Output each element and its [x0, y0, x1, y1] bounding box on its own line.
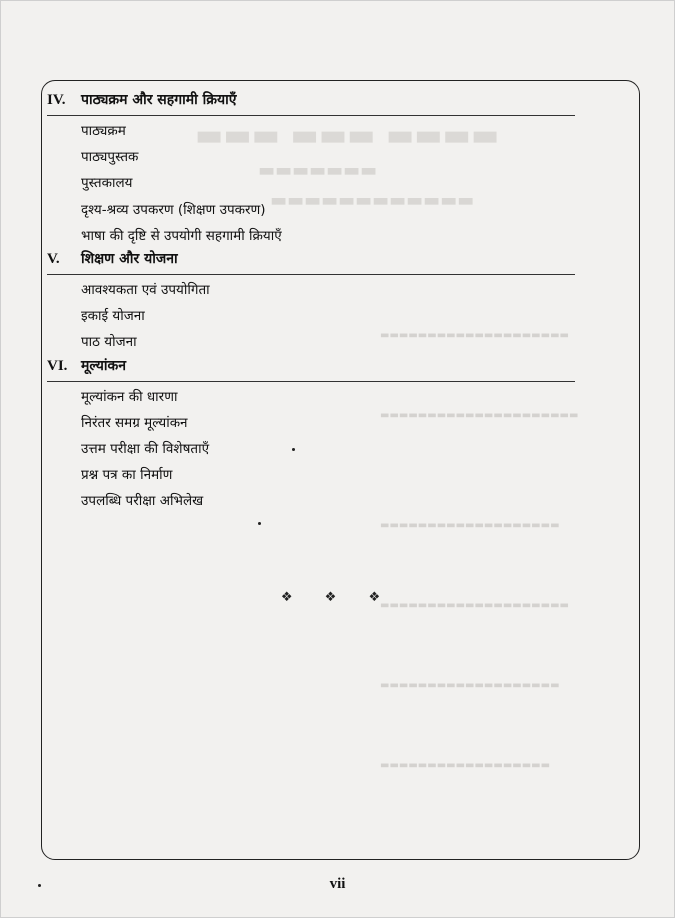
contents-entry: आवश्यकता एवं उपयोगिता [81, 281, 210, 298]
section-title: शिक्षण और योजना [81, 250, 178, 267]
section-numeral: IV. [47, 92, 66, 108]
section-underline [47, 381, 575, 382]
contents-entry: पाठ्यक्रम [81, 123, 126, 139]
contents-entry: दृश्य-श्रव्य उपकरण (शिक्षण उपकरण) [81, 201, 266, 218]
section-numeral: V. [47, 250, 60, 267]
section-numeral: VI. [47, 357, 68, 374]
contents-entry: पाठ्यपुस्तक [81, 149, 139, 166]
table-of-contents [47, 90, 607, 514]
section-title: मूल्यांकन [81, 357, 127, 374]
bleed-through-lines: ▬▬▬▬▬▬▬▬▬▬▬▬▬▬▬▬▬▬▬ [380, 680, 560, 691]
section-underline [47, 274, 575, 275]
section-title: पाठ्यक्रम और सहगामी क्रियाएँ [81, 92, 237, 108]
contents-entry: उत्तम परीक्षा की विशेषताएँ [81, 440, 210, 457]
contents-entry: उपलब्धि परीक्षा अभिलेख [81, 493, 204, 510]
page-number: vii [329, 876, 346, 892]
bleed-through-lines: ▬▬▬▬▬▬▬▬▬▬▬▬▬▬▬▬▬▬ [380, 760, 551, 771]
bleed-through-subtitle: ▬▬▬▬▬▬▬ [258, 160, 378, 181]
bleed-through-lines: ▬▬▬▬▬▬▬▬▬▬▬▬▬▬▬▬▬▬▬▬ [380, 330, 569, 341]
contents-entry: भाषा की दृष्टि से उपयोगी सहगामी क्रियाएँ [81, 227, 282, 244]
bleed-through-lines: ▬▬▬▬▬▬▬▬▬▬▬▬▬▬▬▬▬▬▬ [380, 520, 560, 531]
contents-entry: मूल्यांकन की धारणा [81, 388, 178, 405]
section-heading [47, 90, 607, 114]
contents-entry: इकाई योजना [81, 308, 145, 325]
section-underline [47, 115, 575, 116]
contents-entry: प्रश्न पत्र का निर्माण [81, 467, 173, 484]
bleed-through-heading: ▬▬▬▬▬▬▬▬▬▬▬▬ [270, 190, 475, 211]
ornament-divider: ❖ ❖ ❖ [280, 590, 395, 605]
section-heading [47, 356, 607, 380]
bleed-through-title: ▬▬▬ ▬▬▬ ▬▬▬▬ [195, 118, 500, 153]
stray-dot [258, 522, 261, 525]
section-heading [47, 249, 607, 273]
contents-entry: निरंतर समग्र मूल्यांकन [81, 414, 188, 431]
contents-entry: पुस्तकालय [81, 175, 133, 192]
bleed-through-lines: ▬▬▬▬▬▬▬▬▬▬▬▬▬▬▬▬▬▬▬▬▬ [380, 410, 579, 421]
bleed-through-lines: ▬▬▬▬▬▬▬▬▬▬▬▬▬▬▬▬▬▬▬▬ [380, 600, 569, 611]
stray-dot [292, 448, 295, 451]
contents-entry: पाठ योजना [81, 334, 137, 351]
